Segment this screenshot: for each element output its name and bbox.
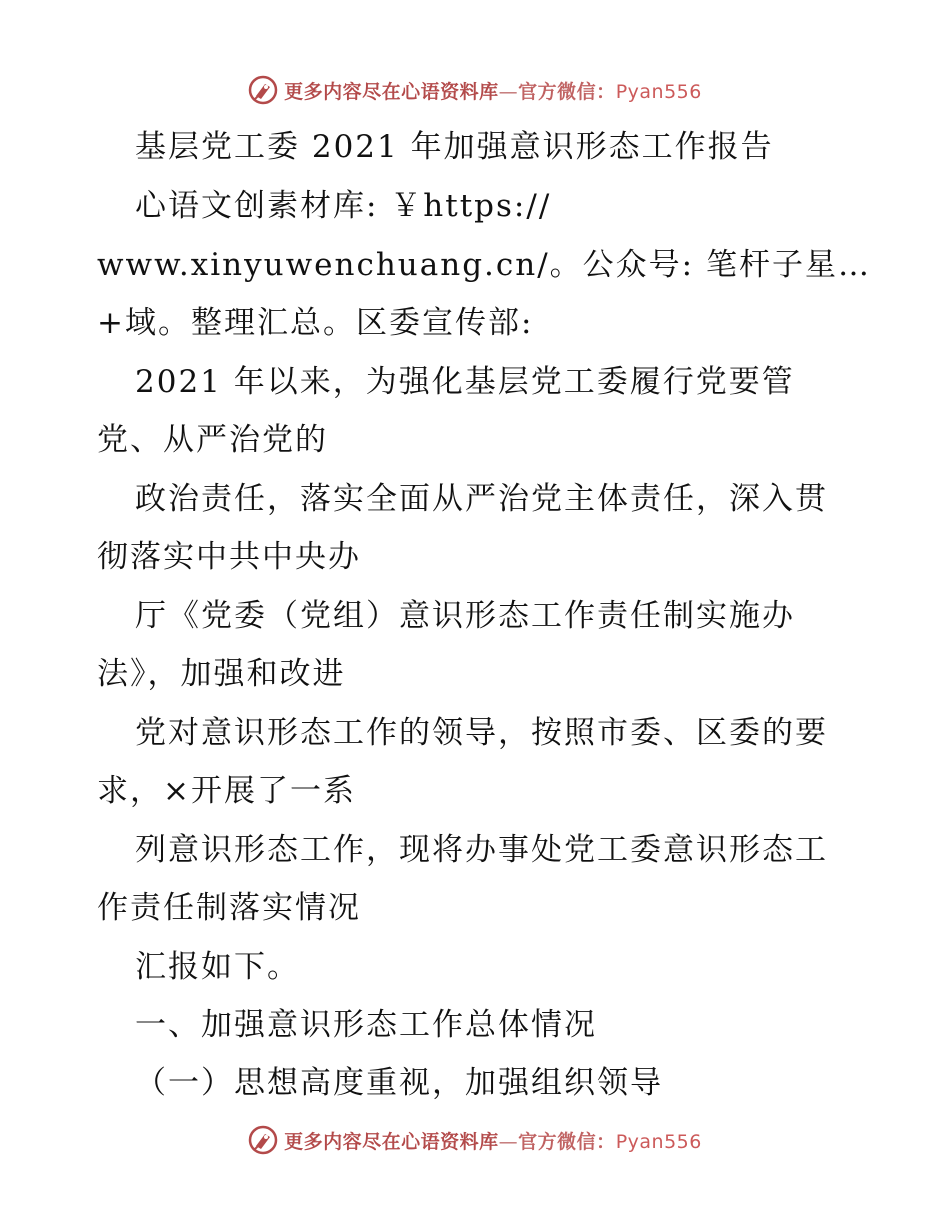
paragraph-line: 法》，加强和改进 [97,656,346,692]
paragraph-line: 党、从严治党的 [97,422,328,458]
paragraph-line: 彻落实中共中央办 [97,539,361,575]
paragraph-line: 厅《党委（党组）意识形态工作责任制实施办 [135,598,795,634]
paragraph-line: +域。整理汇总。区委宣传部: [97,305,534,341]
paragraph-line: www.xinyuwenchuang.cn/。公众号: 笔杆子星… [97,247,871,283]
subsection-heading: （一）思想高度重视，加强组织领导 [135,1065,663,1101]
banner-text: 更多内容尽在心语资料库 [284,1130,499,1153]
watermark-banner-bottom [0,1120,950,1160]
pen-nib-icon [248,1125,278,1155]
section-heading: 一、加强意识形态工作总体情况 [135,1007,597,1043]
document-title: 基层党工委 2021 年加强意识形态工作报告 [135,129,774,165]
banner-wechat-label: 官方微信： [518,80,616,103]
paragraph-line: 列意识形态工作，现将办事处党工委意识形态工 [135,832,828,868]
paragraph-line: 心语文创素材库: ￥https:// [135,188,552,224]
banner-wechat-label: 官方微信： [518,1130,616,1153]
paragraph-line: 党对意识形态工作的领导，按照市委、区委的要 [135,715,828,751]
banner-dash: — [498,80,519,103]
paragraph-line: 汇报如下。 [135,949,300,985]
banner-dash: — [498,1130,519,1153]
paragraph-line: 作责任制落实情况 [97,890,361,926]
paragraph-line: 政治责任，落实全面从严治党主体责任，深入贯 [135,481,828,517]
pen-nib-icon [248,75,278,105]
paragraph-line: 求，×开展了一系 [97,773,356,809]
paragraph-line: 2021 年以来，为强化基层党工委履行党要管 [135,364,795,400]
watermark-banner-top [0,70,950,110]
banner-wechat-id: Pyan556 [615,1130,702,1153]
banner-text: 更多内容尽在心语资料库 [284,80,499,103]
banner-wechat-id: Pyan556 [615,80,702,103]
